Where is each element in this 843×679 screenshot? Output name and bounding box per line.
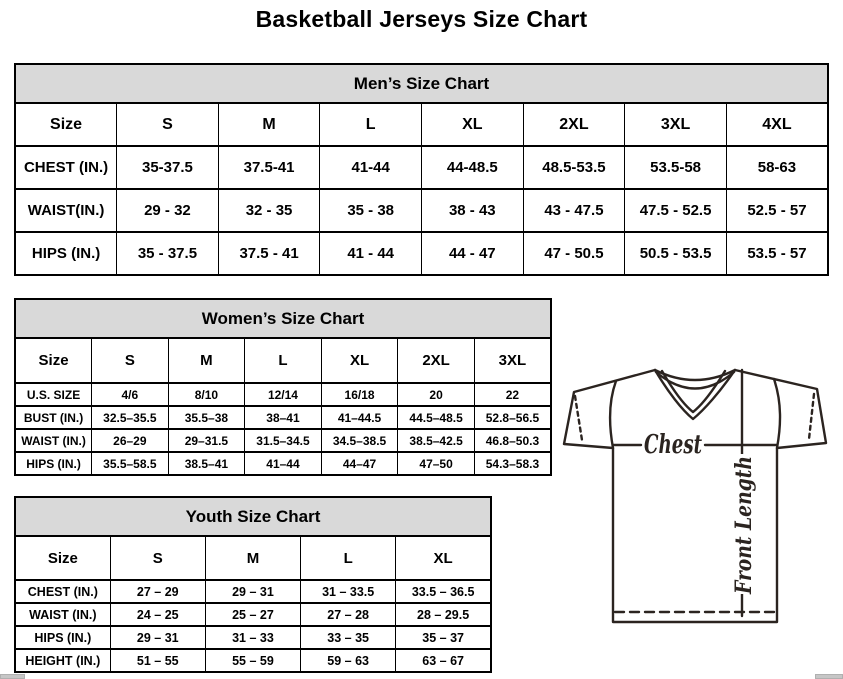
- mens-column-header: 2XL: [523, 103, 625, 146]
- womens-size-value-cell: 35.5–58.5: [92, 452, 169, 475]
- youth-row-label: CHEST (IN.): [15, 580, 110, 603]
- womens-row-label: WAIST (IN.): [15, 429, 92, 452]
- womens-size-value-cell: 26–29: [92, 429, 169, 452]
- left-cuff-stitch-line: [575, 396, 582, 440]
- youth-table-title: Youth Size Chart: [15, 497, 491, 536]
- mens-size-value-cell: 38 - 43: [422, 189, 524, 232]
- mens-row-label: WAIST(IN.): [15, 189, 117, 232]
- mens-size-value-cell: 43 - 47.5: [523, 189, 625, 232]
- womens-size-value-cell: 41–44: [245, 452, 322, 475]
- mens-size-value-cell: 58-63: [726, 146, 828, 189]
- right-cuff-stitch-line: [809, 394, 814, 439]
- youth-size-value-cell: 24 – 25: [110, 603, 205, 626]
- chest-label: Chest: [644, 430, 702, 460]
- womens-row-label: HIPS (IN.): [15, 452, 92, 475]
- womens-data-row: [15, 429, 551, 452]
- mens-size-value-cell: 50.5 - 53.5: [625, 232, 727, 275]
- youth-size-value-cell: 33 – 35: [301, 626, 396, 649]
- womens-size-value-cell: 8/10: [168, 383, 245, 406]
- youth-size-value-cell: 25 – 27: [205, 603, 300, 626]
- youth-column-header: S: [110, 536, 205, 580]
- youth-size-value-cell: 31 – 33.5: [301, 580, 396, 603]
- mens-table-title: Men’s Size Chart: [15, 64, 828, 103]
- womens-table-title: Women’s Size Chart: [15, 299, 551, 338]
- mens-table: [14, 63, 829, 276]
- mens-column-header: M: [218, 103, 320, 146]
- youth-column-header: Size: [15, 536, 110, 580]
- mens-column-header: XL: [422, 103, 524, 146]
- mens-row-label: HIPS (IN.): [15, 232, 117, 275]
- mens-size-value-cell: 35 - 37.5: [117, 232, 219, 275]
- womens-size-value-cell: 54.3–58.3: [474, 452, 551, 475]
- mens-data-row: [15, 146, 828, 189]
- womens-size-value-cell: 38.5–41: [168, 452, 245, 475]
- mens-size-value-cell: 47 - 50.5: [523, 232, 625, 275]
- youth-row-label: HEIGHT (IN.): [15, 649, 110, 672]
- jersey-measurement-diagram: [556, 356, 832, 632]
- womens-size-value-cell: 38.5–42.5: [398, 429, 475, 452]
- mens-size-value-cell: 32 - 35: [218, 189, 320, 232]
- youth-data-row: [15, 580, 491, 603]
- mens-column-header: Size: [15, 103, 117, 146]
- mens-size-value-cell: 35-37.5: [117, 146, 219, 189]
- youth-column-header: M: [205, 536, 300, 580]
- mens-column-header: 4XL: [726, 103, 828, 146]
- left-armhole-seam: [610, 381, 616, 448]
- mens-data-row: [15, 189, 828, 232]
- youth-size-value-cell: 35 – 37: [396, 626, 491, 649]
- womens-column-header: M: [168, 338, 245, 383]
- youth-size-value-cell: 29 – 31: [110, 626, 205, 649]
- womens-column-header: XL: [321, 338, 398, 383]
- womens-column-header-row: [15, 338, 551, 383]
- womens-size-value-cell: 20: [398, 383, 475, 406]
- youth-size-value-cell: 27 – 29: [110, 580, 205, 603]
- womens-row-label: BUST (IN.): [15, 406, 92, 429]
- womens-size-value-cell: 41–44.5: [321, 406, 398, 429]
- womens-size-value-cell: 12/14: [245, 383, 322, 406]
- youth-size-value-cell: 63 – 67: [396, 649, 491, 672]
- mens-size-value-cell: 37.5-41: [218, 146, 320, 189]
- scrollbar-fragment-left[interactable]: [0, 674, 25, 679]
- mens-size-value-cell: 53.5 - 57: [726, 232, 828, 275]
- mens-size-value-cell: 52.5 - 57: [726, 189, 828, 232]
- mens-size-value-cell: 44-48.5: [422, 146, 524, 189]
- womens-row-label: U.S. SIZE: [15, 383, 92, 406]
- mens-size-table: [14, 63, 829, 276]
- mens-size-value-cell: 53.5-58: [625, 146, 727, 189]
- youth-size-value-cell: 27 – 28: [301, 603, 396, 626]
- youth-data-row: [15, 626, 491, 649]
- mens-size-value-cell: 41-44: [320, 146, 422, 189]
- mens-size-value-cell: 47.5 - 52.5: [625, 189, 727, 232]
- womens-column-header: 2XL: [398, 338, 475, 383]
- youth-column-header: XL: [396, 536, 491, 580]
- womens-data-row: [15, 452, 551, 475]
- mens-column-header: 3XL: [625, 103, 727, 146]
- womens-size-value-cell: 22: [474, 383, 551, 406]
- youth-size-table: [14, 496, 492, 673]
- youth-row-label: WAIST (IN.): [15, 603, 110, 626]
- youth-size-value-cell: 29 – 31: [205, 580, 300, 603]
- mens-size-value-cell: 41 - 44: [320, 232, 422, 275]
- youth-column-header: L: [301, 536, 396, 580]
- mens-size-value-cell: 48.5-53.5: [523, 146, 625, 189]
- womens-size-value-cell: 29–31.5: [168, 429, 245, 452]
- womens-size-value-cell: 52.8–56.5: [474, 406, 551, 429]
- youth-row-label: HIPS (IN.): [15, 626, 110, 649]
- youth-data-row: [15, 603, 491, 626]
- womens-size-value-cell: 44.5–48.5: [398, 406, 475, 429]
- mens-data-row: [15, 232, 828, 275]
- womens-size-value-cell: 44–47: [321, 452, 398, 475]
- womens-data-row: [15, 406, 551, 429]
- womens-size-value-cell: 31.5–34.5: [245, 429, 322, 452]
- youth-size-value-cell: 51 – 55: [110, 649, 205, 672]
- womens-size-value-cell: 16/18: [321, 383, 398, 406]
- youth-size-value-cell: 28 – 29.5: [396, 603, 491, 626]
- womens-size-value-cell: 4/6: [92, 383, 169, 406]
- page-title: Basketball Jerseys Size Chart: [255, 6, 588, 32]
- jersey-outline-shape: [564, 370, 826, 622]
- mens-size-value-cell: 29 - 32: [117, 189, 219, 232]
- mens-size-value-cell: 44 - 47: [422, 232, 524, 275]
- youth-size-value-cell: 59 – 63: [301, 649, 396, 672]
- womens-data-row: [15, 383, 551, 406]
- womens-size-value-cell: 32.5–35.5: [92, 406, 169, 429]
- womens-size-value-cell: 47–50: [398, 452, 475, 475]
- front-length-label: Front Length: [731, 431, 757, 594]
- womens-size-value-cell: 46.8–50.3: [474, 429, 551, 452]
- mens-column-header-row: [15, 103, 828, 146]
- youth-size-value-cell: 55 – 59: [205, 649, 300, 672]
- mens-size-value-cell: 35 - 38: [320, 189, 422, 232]
- mens-row-label: CHEST (IN.): [15, 146, 117, 189]
- mens-size-value-cell: 37.5 - 41: [218, 232, 320, 275]
- womens-column-header: 3XL: [474, 338, 551, 383]
- womens-column-header: Size: [15, 338, 92, 383]
- womens-size-table: [14, 298, 552, 476]
- mens-column-header: L: [320, 103, 422, 146]
- mens-column-header: S: [117, 103, 219, 146]
- womens-table: [14, 298, 552, 476]
- right-armhole-seam: [774, 379, 780, 448]
- youth-table: [14, 496, 492, 673]
- youth-size-value-cell: 31 – 33: [205, 626, 300, 649]
- womens-column-header: L: [245, 338, 322, 383]
- youth-size-value-cell: 33.5 – 36.5: [396, 580, 491, 603]
- youth-data-row: [15, 649, 491, 672]
- womens-size-value-cell: 38–41: [245, 406, 322, 429]
- womens-size-value-cell: 35.5–38: [168, 406, 245, 429]
- womens-column-header: S: [92, 338, 169, 383]
- womens-size-value-cell: 34.5–38.5: [321, 429, 398, 452]
- scrollbar-fragment-right[interactable]: [815, 674, 843, 679]
- youth-column-header-row: [15, 536, 491, 580]
